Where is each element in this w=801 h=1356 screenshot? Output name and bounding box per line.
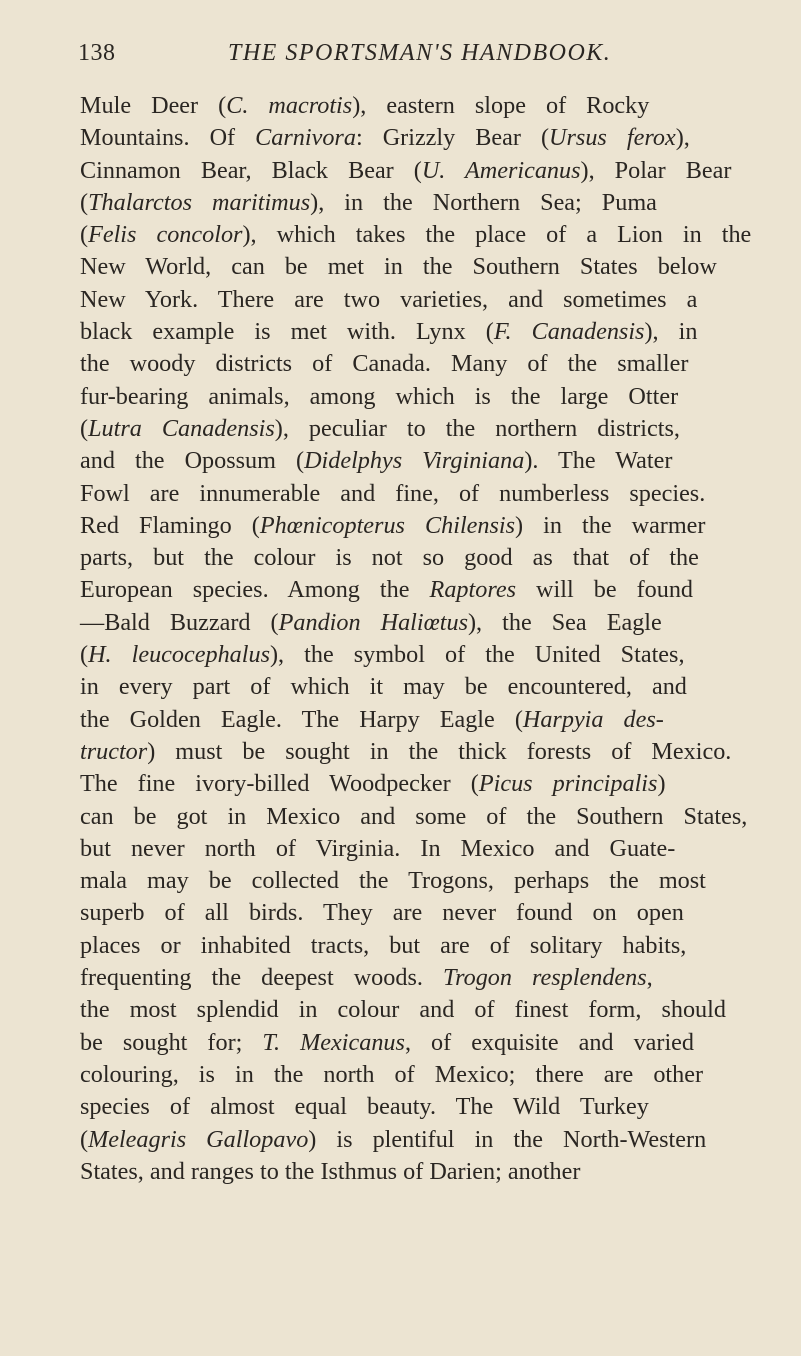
- text-run: fur-bearing animals, among which is the large Otter: [80, 382, 679, 410]
- page-number: 138: [78, 40, 116, 66]
- text-line: [80, 510, 780, 542]
- text-line: [80, 704, 780, 736]
- text-line: [80, 445, 780, 477]
- text-run: black example is met with. Lynx (: [80, 318, 494, 346]
- text-run: New World, can be met in the Southern States below: [80, 253, 717, 281]
- text-run: The fine ivory-billed Woodpecker (: [80, 770, 479, 798]
- text-run: but never north of Virginia. In Mexico and Guate-: [80, 834, 676, 862]
- text-run: will be found: [516, 576, 694, 604]
- italic-text: tructor: [80, 737, 148, 765]
- text-run: Red Flamingo (: [80, 511, 260, 539]
- text-run: frequenting the deepest woods.: [80, 964, 443, 992]
- text-run: (: [80, 188, 89, 216]
- text-line: [80, 1059, 780, 1091]
- italic-text: Didelphys Virginiana: [304, 447, 525, 475]
- text-run: Fowl are innumerable and fine, of numberless species.: [80, 479, 706, 507]
- text-line: [80, 930, 780, 962]
- text-line: [80, 671, 780, 703]
- text-run: States, and ranges to the Isthmus of Darien; another: [80, 1157, 581, 1185]
- text-run: —Bald Buzzard (: [80, 608, 279, 636]
- text-run: ) is plentiful in the North-Western: [308, 1125, 707, 1153]
- text-line: [80, 542, 780, 574]
- text-run: ): [657, 770, 666, 798]
- text-run: the most splendid in colour and of finest form, should: [80, 996, 726, 1024]
- text-line: [80, 994, 780, 1026]
- text-line: [80, 962, 780, 994]
- italic-text: U. Americanus: [421, 156, 581, 184]
- text-run: : Grizzly Bear (: [355, 124, 550, 152]
- text-run: the Golden Eagle. The Harpy Eagle (: [80, 705, 523, 733]
- text-line: [80, 348, 780, 380]
- text-line: [80, 1091, 780, 1123]
- italic-text: H. leucocephalus: [88, 641, 270, 669]
- text-run: colouring, is in the north of Mexico; there are other: [80, 1060, 704, 1088]
- text-line: [80, 122, 780, 154]
- text-run: New York. There are two varieties, and sometimes a: [80, 285, 698, 313]
- body-text: [80, 90, 780, 1188]
- text-run: ), in the Northern Sea; Puma: [310, 188, 657, 216]
- text-line: [80, 768, 780, 800]
- text-line: [80, 607, 780, 639]
- text-run: Cinnamon Bear, Black Bear (: [80, 156, 422, 184]
- italic-text: Thalarctos maritimus: [88, 188, 311, 216]
- italic-text: Phœnicopterus Chilensis: [259, 511, 516, 539]
- italic-text: Harpyia des-: [522, 705, 664, 733]
- text-line: [80, 1027, 780, 1059]
- italic-text: F. Canadensis: [493, 318, 645, 346]
- italic-text: Carnivora: [255, 124, 356, 152]
- text-line: [80, 155, 780, 187]
- text-line: [80, 736, 780, 768]
- text-line: [80, 90, 780, 122]
- text-run: ), the symbol of the United States,: [269, 641, 685, 669]
- text-line: [80, 1156, 780, 1188]
- text-run: ),: [675, 124, 690, 152]
- text-run: (: [80, 1125, 89, 1153]
- text-line: [80, 413, 780, 445]
- italic-text: Raptores: [429, 576, 516, 604]
- text-line: [80, 574, 780, 606]
- text-run: in every part of which it may be encountered, and: [80, 673, 687, 701]
- text-line: [80, 801, 780, 833]
- text-run: species of almost equal beauty. The Wild Turkey: [80, 1093, 649, 1121]
- text-run: (: [80, 221, 89, 249]
- text-line: [80, 1124, 780, 1156]
- text-run: can be got in Mexico and some of the Southern States,: [80, 802, 748, 830]
- text-run: ) must be sought in the thick forests of Mexico.: [147, 737, 732, 765]
- italic-text: Ursus ferox: [549, 124, 676, 152]
- text-line: [80, 251, 780, 283]
- text-run: mala may be collected the Trogons, perhaps the most: [80, 867, 706, 895]
- italic-text: Trogon resplendens: [442, 964, 647, 992]
- text-run: ), which takes the place of a Lion in the: [242, 221, 752, 249]
- text-line: [80, 865, 780, 897]
- italic-text: Pandion Haliœtus: [278, 608, 468, 636]
- text-run: ,: [646, 964, 653, 992]
- text-run: ). The Water: [524, 447, 673, 475]
- text-line: [80, 897, 780, 929]
- text-run: Mountains. Of: [80, 124, 256, 152]
- text-line: [80, 284, 780, 316]
- text-run: places or inhabited tracts, but are of solitary habits,: [80, 931, 687, 959]
- text-run: ), in: [644, 318, 698, 346]
- italic-text: C. macrotis: [226, 92, 353, 119]
- text-line: [80, 316, 780, 348]
- text-run: (: [80, 641, 89, 669]
- italic-text: T. Mexicanus: [262, 1028, 405, 1056]
- italic-text: Picus principalis: [478, 770, 658, 798]
- text-run: the woody districts of Canada. Many of the smaller: [80, 350, 689, 378]
- text-run: superb of all birds. They are never found on open: [80, 899, 684, 927]
- running-head: [78, 40, 718, 80]
- text-run: ) in the warmer: [515, 511, 706, 539]
- text-line: [80, 187, 780, 219]
- italic-text: Meleagris Gallopavo: [88, 1125, 309, 1153]
- text-run: , of exquisite and varied: [404, 1028, 695, 1056]
- text-run: ), eastern slope of Rocky: [352, 92, 650, 119]
- text-run: ), peculiar to the northern districts,: [274, 414, 680, 442]
- text-line: [80, 219, 780, 251]
- text-line: [80, 833, 780, 865]
- text-run: and the Opossum (: [80, 447, 305, 475]
- text-line: [80, 381, 780, 413]
- text-run: parts, but the colour is not so good as that of the: [80, 544, 699, 572]
- text-run: ), Polar Bear: [580, 156, 732, 184]
- text-run: ), the Sea Eagle: [467, 608, 662, 636]
- italic-text: Felis concolor: [88, 221, 243, 249]
- text-run: (: [80, 414, 89, 442]
- text-run: be sought for;: [80, 1028, 263, 1056]
- running-title: THE SPORTSMAN'S HANDBOOK.: [228, 40, 612, 66]
- text-line: [80, 478, 780, 510]
- text-run: Mule Deer (: [80, 92, 227, 119]
- italic-text: Lutra Canadensis: [88, 414, 275, 442]
- text-line: [80, 639, 780, 671]
- text-run: European species. Among the: [80, 576, 430, 604]
